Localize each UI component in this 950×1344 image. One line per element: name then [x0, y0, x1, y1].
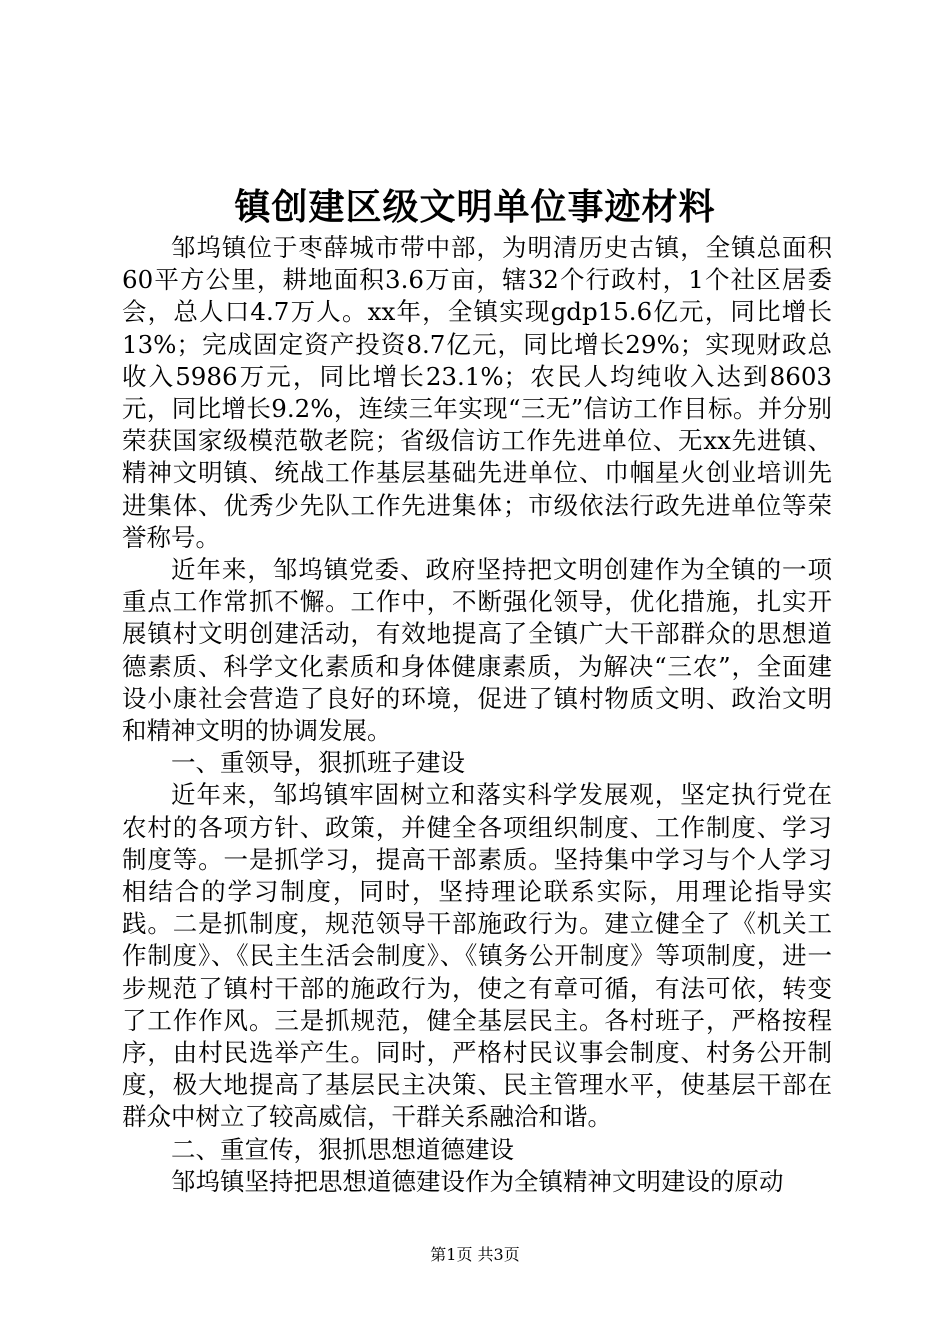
section-heading-1: 一、重领导，狠抓班子建设 [171, 748, 465, 778]
document-body [122, 232, 832, 1198]
paragraph-section-2: 邹坞镇坚持把思想道德建设作为全镇精神文明建设的原动 [171, 1166, 784, 1196]
section-heading-2: 二、重宣传，狠抓思想道德建设 [171, 1134, 514, 1164]
paragraph-section-1: 近年来，邹坞镇牢固树立和落实科学发展观，坚定执行党在农村的各项方针、政策，并健全各项组织制度、工作制度、学习制度等。一是抓学习，提高干部素质。坚持集中学习与个人学习相结合的学习制度，同时，坚持理论联系实际，用理论指导实践。二是抓制度，规范领导干部施政行为。建立健全了《机关工作制度》、《民主生活会制度》、《镇务公开制度》等项制度，进一步规范了镇村干部的施政行为，使之有章可循，有法可依，转变了工作作风。三是抓规范，健全基层民主。各村班子，严格按程序，由村民选举产生。同时，严格村民议事会制度、村务公开制度，极大地提高了基层民主决策、民主管理水平，使基层干部在群众中树立了较高威信，干群关系融洽和谐。 [122, 780, 832, 1132]
document-title: 镇创建区级文明单位事迹材料 [234, 186, 716, 228]
paragraph-overview: 近年来，邹坞镇党委、政府坚持把文明创建作为全镇的一项重点工作常抓不懈。工作中，不断强化领导，优化措施，扎实开展镇村文明创建活动，有效地提高了全镇广大干部群众的思想道德素质、科学文化素质和身体健康素质，为解决“三农”，全面建设小康社会营造了良好的环境，促进了镇村物质文明、政治文明和精神文明的协调发展。 [122, 555, 832, 746]
page-footer: 第1页 共3页 [430, 1245, 520, 1264]
paragraph-intro: 邹坞镇位于枣薛城市带中部，为明清历史古镇，全镇总面积60平方公里，耕地面积3.6万亩，辖32个行政村，1个社区居委会，总人口4.7万人。xx年，全镇实现gdp15.6亿元，同比增长13%；完成固定资产投资8.7亿元，同比增长29%；实现财政总收入5986万元，同比增长23.1%；农民人均纯收入达到8603元，同比增长9.2%，连续三年实现“三无”信访工作目标。并分别荣获国家级模范敬老院；省级信访工作先进单位、无xx先进镇、精神文明镇、统战工作基层基础先进单位、巾帼星火创业培训先进集体、优秀少先队工作先进集体；市级依法行政先进单位等荣誉称号。 [122, 233, 832, 552]
